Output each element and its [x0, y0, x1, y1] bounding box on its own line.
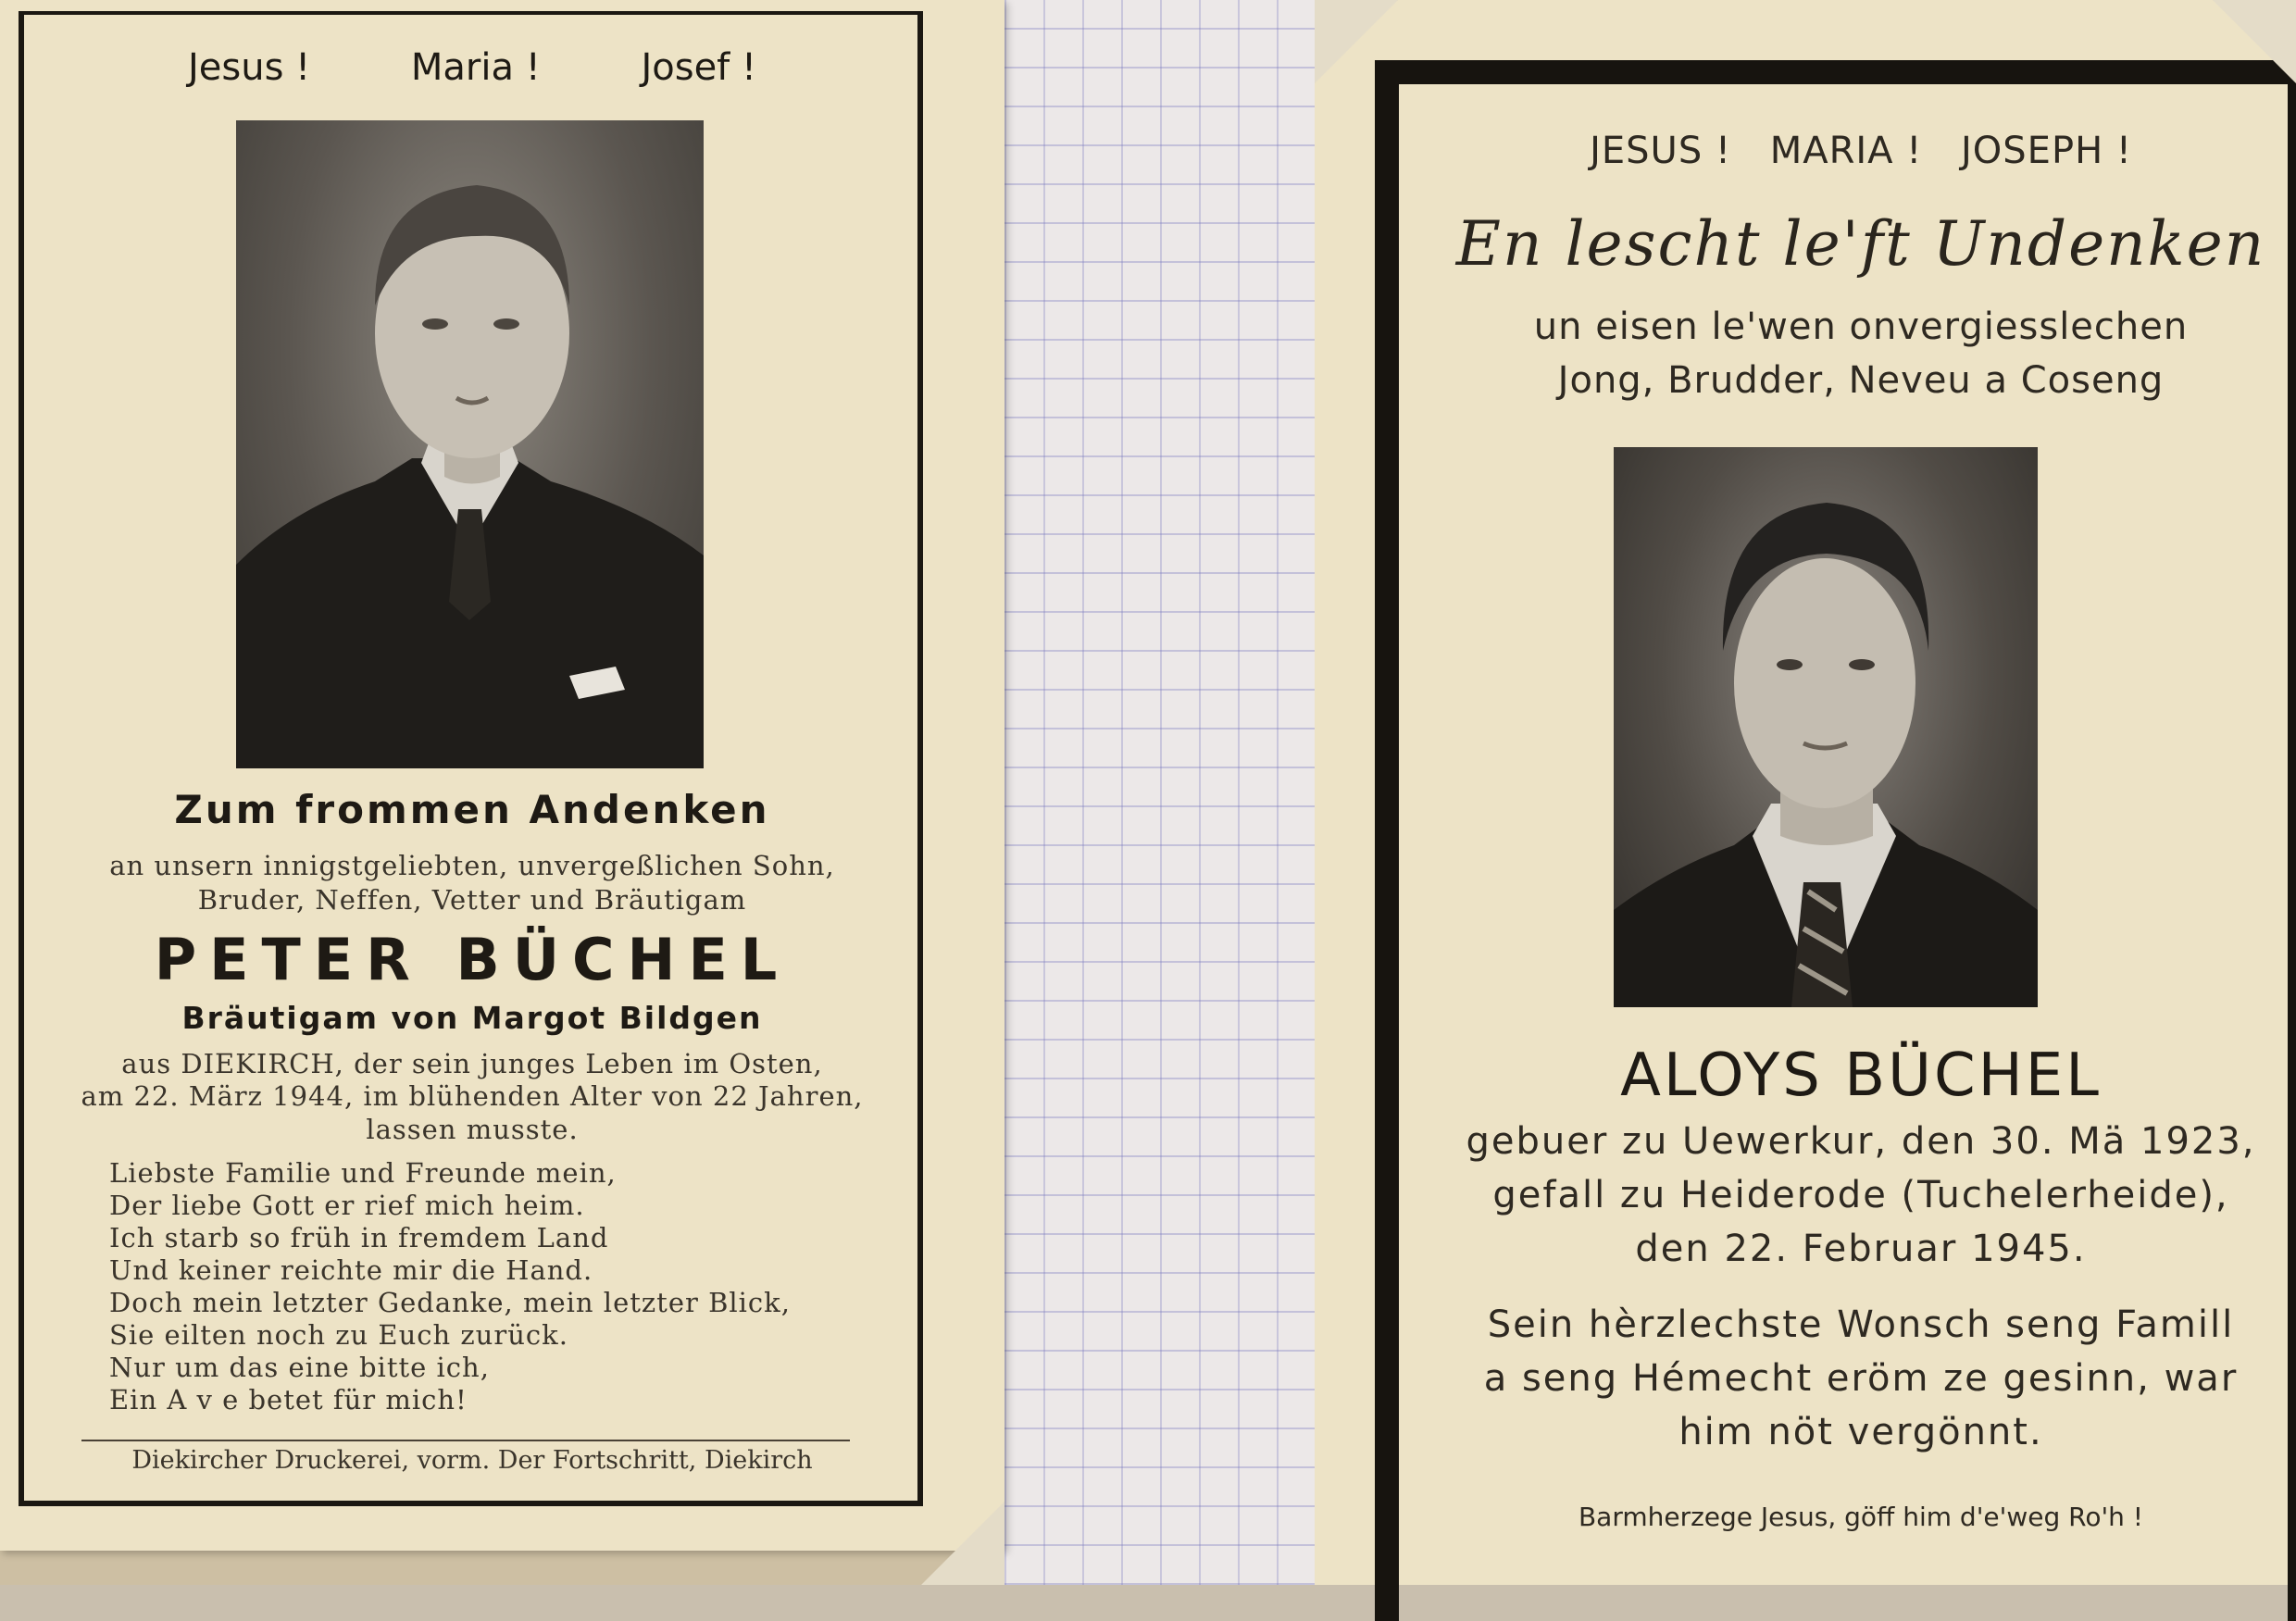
invocation-maria: Maria !: [410, 46, 541, 89]
invocation-jesus: Jesus !: [187, 46, 311, 89]
memorial-card-peter: [0, 0, 1004, 1551]
fiance-line: Bräutigam von Margot Bildgen: [181, 1000, 763, 1036]
poem-line: Ein A v e betet für mich!: [109, 1384, 468, 1415]
poem-line: Und keiner reichte mir die Hand.: [109, 1254, 593, 1286]
wish-line-3: him nöt vergönnt.: [1678, 1411, 2043, 1453]
origin-line-2: am 22. März 1944, im blühenden Alter von 22 Jahren,: [81, 1080, 864, 1112]
portrait-photo-aloys: [1614, 447, 2038, 1007]
invocation-line-caps: [1416, 130, 2296, 172]
poem-line: Nur um das eine bitte ich,: [109, 1352, 490, 1383]
origin-line-1: aus DIEKIRCH, der sein junges Leben im Osten,: [121, 1048, 823, 1079]
divider-line: [81, 1440, 850, 1441]
closing-prayer: Barmherzege Jesus, göff him d'e'weg Ro'h !: [1578, 1502, 2144, 1532]
poem-line: Ich starb so früh in fremdem Land: [109, 1222, 609, 1253]
invocation-line: [37, 46, 907, 89]
invocation-josef: Josef !: [641, 46, 757, 89]
portrait-photo-peter: [236, 120, 704, 768]
memorial-poem: [109, 1157, 791, 1416]
printer-imprint: Diekircher Druckerei, vorm. Der Fortschritt, Diekirch: [131, 1446, 813, 1475]
death-place-line: gefall zu Heiderode (Tuchelerheide),: [1492, 1174, 2229, 1216]
poem-line: Liebste Familie und Freunde mein,: [109, 1157, 617, 1189]
deceased-name-aloys: ALOYS BÜCHEL: [1620, 1041, 2102, 1110]
heading-zum-frommen-andenken: Zum frommen Andenken: [174, 787, 770, 832]
birth-line: gebuer zu Uewerkur, den 30. Mä 1923,: [1466, 1120, 2256, 1163]
graph-paper-strip: [1004, 0, 1315, 1585]
dedication-line-1: an unsern innigstgeliebten, unvergeßlichen Sohn,: [109, 850, 835, 881]
invocation-jesus: JESUS !: [1590, 130, 1731, 172]
subtitle-line-1: un eisen le'wen onvergiesslechen: [1533, 305, 2189, 348]
poem-line: Doch mein letzter Gedanke, mein letzter Blick,: [109, 1287, 791, 1318]
wish-line-1: Sein hèrzlechste Wonsch seng Famill: [1487, 1303, 2235, 1346]
origin-line-3: lassen musste.: [366, 1114, 579, 1145]
deceased-name-peter: PETER BÜCHEL: [154, 926, 791, 993]
invocation-maria: MARIA !: [1769, 130, 1923, 172]
poem-line: Der liebe Gott er rief mich heim.: [109, 1190, 585, 1221]
script-title-undenken: En lescht le'ft Undenken: [1455, 208, 2266, 280]
poem-line: Sie eilten noch zu Euch zurück.: [109, 1319, 568, 1351]
death-date-line: den 22. Februar 1945.: [1635, 1228, 2087, 1270]
dedication-line-2: Bruder, Neffen, Vetter und Bräutigam: [197, 884, 747, 916]
subtitle-line-2: Jong, Brudder, Neveu a Coseng: [1557, 359, 2165, 402]
wish-line-2: a seng Hémecht eröm ze gesinn, war: [1483, 1357, 2239, 1400]
invocation-joseph: JOSEPH !: [1961, 130, 2132, 172]
